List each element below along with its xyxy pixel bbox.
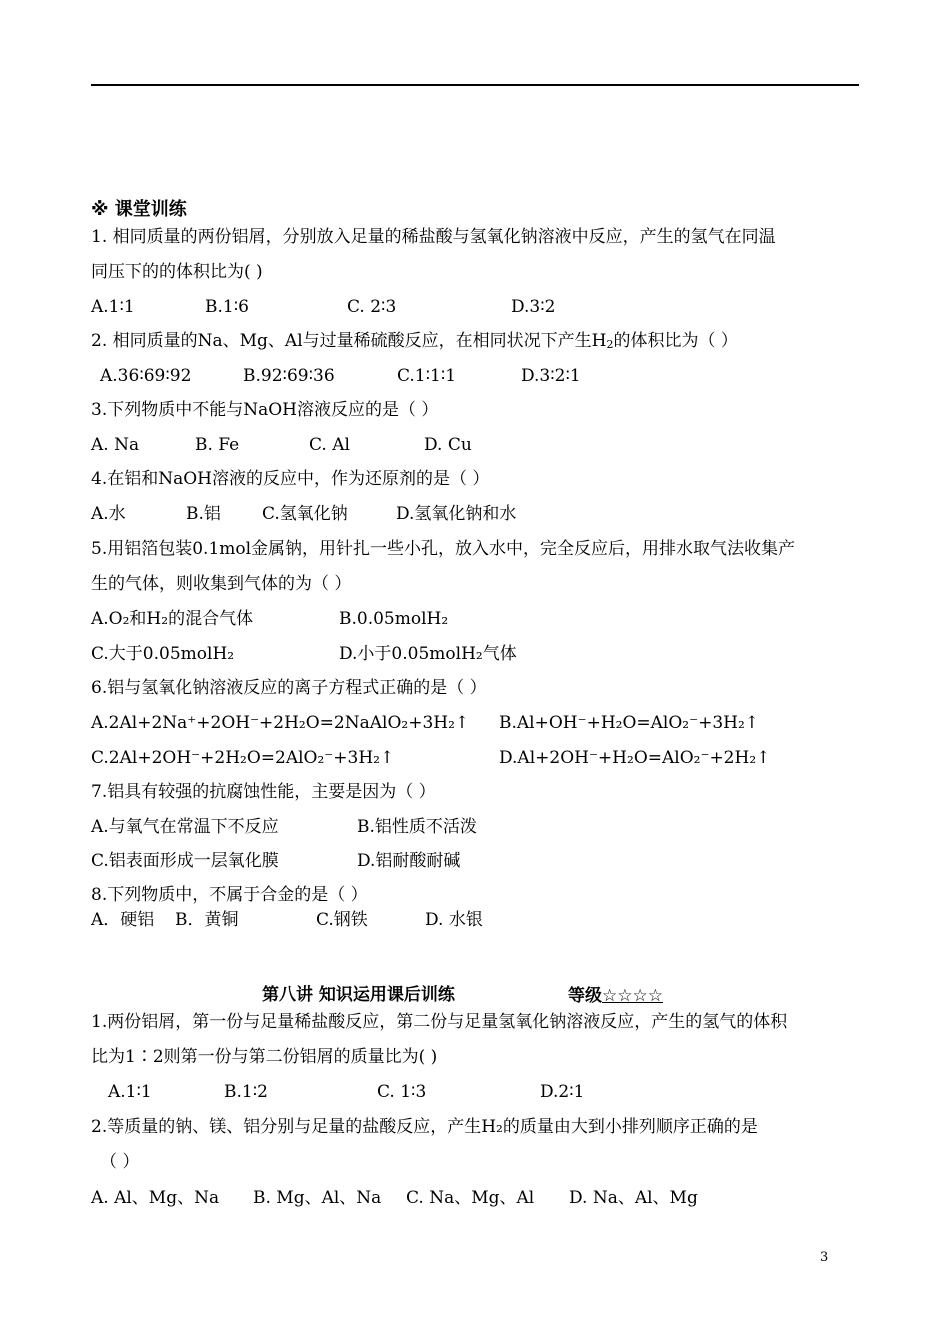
q6-option-a: A.2Al+2Na⁺+2OH⁻+2H₂O=2NaAlO₂+3H₂↑ — [91, 713, 470, 733]
p1-option-c: C. 1∶3 — [377, 1082, 427, 1102]
q2-suffix: 的体积比为（ ） — [613, 331, 738, 351]
q7-option-a: A.与氧气在常温下不反应 — [91, 817, 279, 837]
q5-option-b: B.0.05molH₂ — [339, 609, 449, 629]
q3-option-a: A. Na — [91, 435, 140, 455]
q2-prefix: 2. 相同质量的Na、Mg、Al与过量稀硫酸反应，在相同状况下产生H — [91, 331, 607, 351]
q1-text-line1: 1. 相同质量的两份铝屑，分别放入足量的稀盐酸与氢氧化钠溶液中反应，产生的氢气在同温 — [91, 227, 776, 247]
q2-option-c: C.1∶1∶1 — [397, 366, 457, 386]
q4-option-c: C.氢氧化钠 — [262, 504, 348, 524]
q1-option-a: A.1∶1 — [91, 297, 135, 317]
q8-text: 8.下列物质中，不属于合金的是（ ） — [91, 885, 368, 905]
q2-option-a: A.36∶69∶92 — [100, 366, 192, 386]
q6-option-d: D.Al+2OH⁻+H₂O=AlO₂⁻+2H₂↑ — [499, 748, 771, 768]
q1-option-b: B.1∶6 — [205, 297, 249, 317]
q4-option-b: B.铝 — [186, 504, 221, 524]
grade-label-text: 等级 — [568, 986, 602, 1006]
q4-option-d: D.氢氧化钠和水 — [396, 504, 517, 524]
q2-text — [91, 331, 738, 351]
q7-option-c: C.铝表面形成一层氧化膜 — [91, 851, 279, 871]
p2-option-b: B. Mg、Al、Na — [253, 1188, 382, 1208]
q5-text-line2: 生的气体，则收集到气体的为（ ） — [91, 574, 352, 594]
p2-option-d: D. Na、Al、Mg — [569, 1188, 698, 1208]
p2-text-line2: （ ） — [100, 1152, 140, 1172]
p2-text-line1: 2.等质量的钠、镁、铝分别与足量的盐酸反应，产生H₂的质量由大到小排列顺序正确的是 — [91, 1117, 758, 1137]
q6-option-b: B.Al+OH⁻+H₂O=AlO₂⁻+3H₂↑ — [499, 713, 760, 733]
q8-option-a: A．硬铝 — [91, 910, 155, 930]
q2-subscript: 2 — [606, 338, 614, 351]
p2-option-c: C. Na、Mg、Al — [406, 1188, 535, 1208]
lecture-title: 第八讲 知识运用课后训练 — [262, 985, 455, 1005]
p1-option-d: D.2∶1 — [540, 1082, 585, 1102]
q1-option-d: D.3∶2 — [511, 297, 556, 317]
q5-option-d: D.小于0.05molH₂气体 — [339, 644, 517, 664]
q4-option-a: A.水 — [91, 504, 126, 524]
q3-option-c: C. Al — [309, 435, 350, 455]
page-number: 3 — [820, 1250, 829, 1265]
q4-text: 4.在铝和NaOH溶液的反应中，作为还原剂的是（ ） — [91, 469, 490, 489]
q8-option-c: C.钢铁 — [316, 910, 368, 930]
p1-option-b: B.1∶2 — [224, 1082, 268, 1102]
q8-option-b: B．黄铜 — [175, 910, 239, 930]
p2-option-a: A. Al、Mg、Na — [91, 1188, 220, 1208]
q5-option-c: C.大于0.05molH₂ — [91, 644, 235, 664]
q2-option-b: B.92∶69∶36 — [243, 366, 335, 386]
p1-text-line1: 1.两份铝屑，第一份与足量稀盐酸反应，第二份与足量氢氧化钠溶液反应，产生的氢气的体积 — [91, 1012, 788, 1032]
q3-option-d: D. Cu — [424, 435, 472, 455]
q3-option-b: B. Fe — [195, 435, 240, 455]
q7-text: 7.铝具有较强的抗腐蚀性能，主要是因为（ ） — [91, 782, 436, 802]
q5-option-a: A.O₂和H₂的混合气体 — [91, 609, 254, 629]
grade-label — [568, 986, 673, 1006]
q3-text: 3.下列物质中不能与NaOH溶液反应的是（ ） — [91, 400, 439, 420]
p1-option-a: A.1∶1 — [108, 1082, 152, 1102]
q8-option-d: D. 水银 — [425, 910, 483, 930]
q1-text-line2: 同压下的的体积比为( ) — [91, 262, 263, 282]
q1-option-c: C. 2∶3 — [347, 297, 397, 317]
grade-stars: ☆☆☆☆ — [602, 986, 663, 1006]
p1-text-line2: 比为1∶2则第一份与第二份铝屑的质量比为( ) — [91, 1047, 438, 1067]
header-rule — [91, 84, 859, 86]
q2-option-d: D.3∶2∶1 — [521, 366, 581, 386]
q5-text-line1: 5.用铝箔包装0.1mol金属钠，用针扎一些小孔，放入水中，完全反应后，用排水取气法收集产 — [91, 539, 796, 559]
q7-option-b: B.铝性质不活泼 — [357, 817, 477, 837]
q7-option-d: D.铝耐酸耐碱 — [357, 851, 461, 871]
q6-option-c: C.2Al+2OH⁻+2H₂O=2AlO₂⁻+3H₂↑ — [91, 748, 395, 768]
q6-text: 6.铝与氢氧化钠溶液反应的离子方程式正确的是（ ） — [91, 678, 487, 698]
section-title: ※ 课堂训练 — [91, 199, 187, 220]
